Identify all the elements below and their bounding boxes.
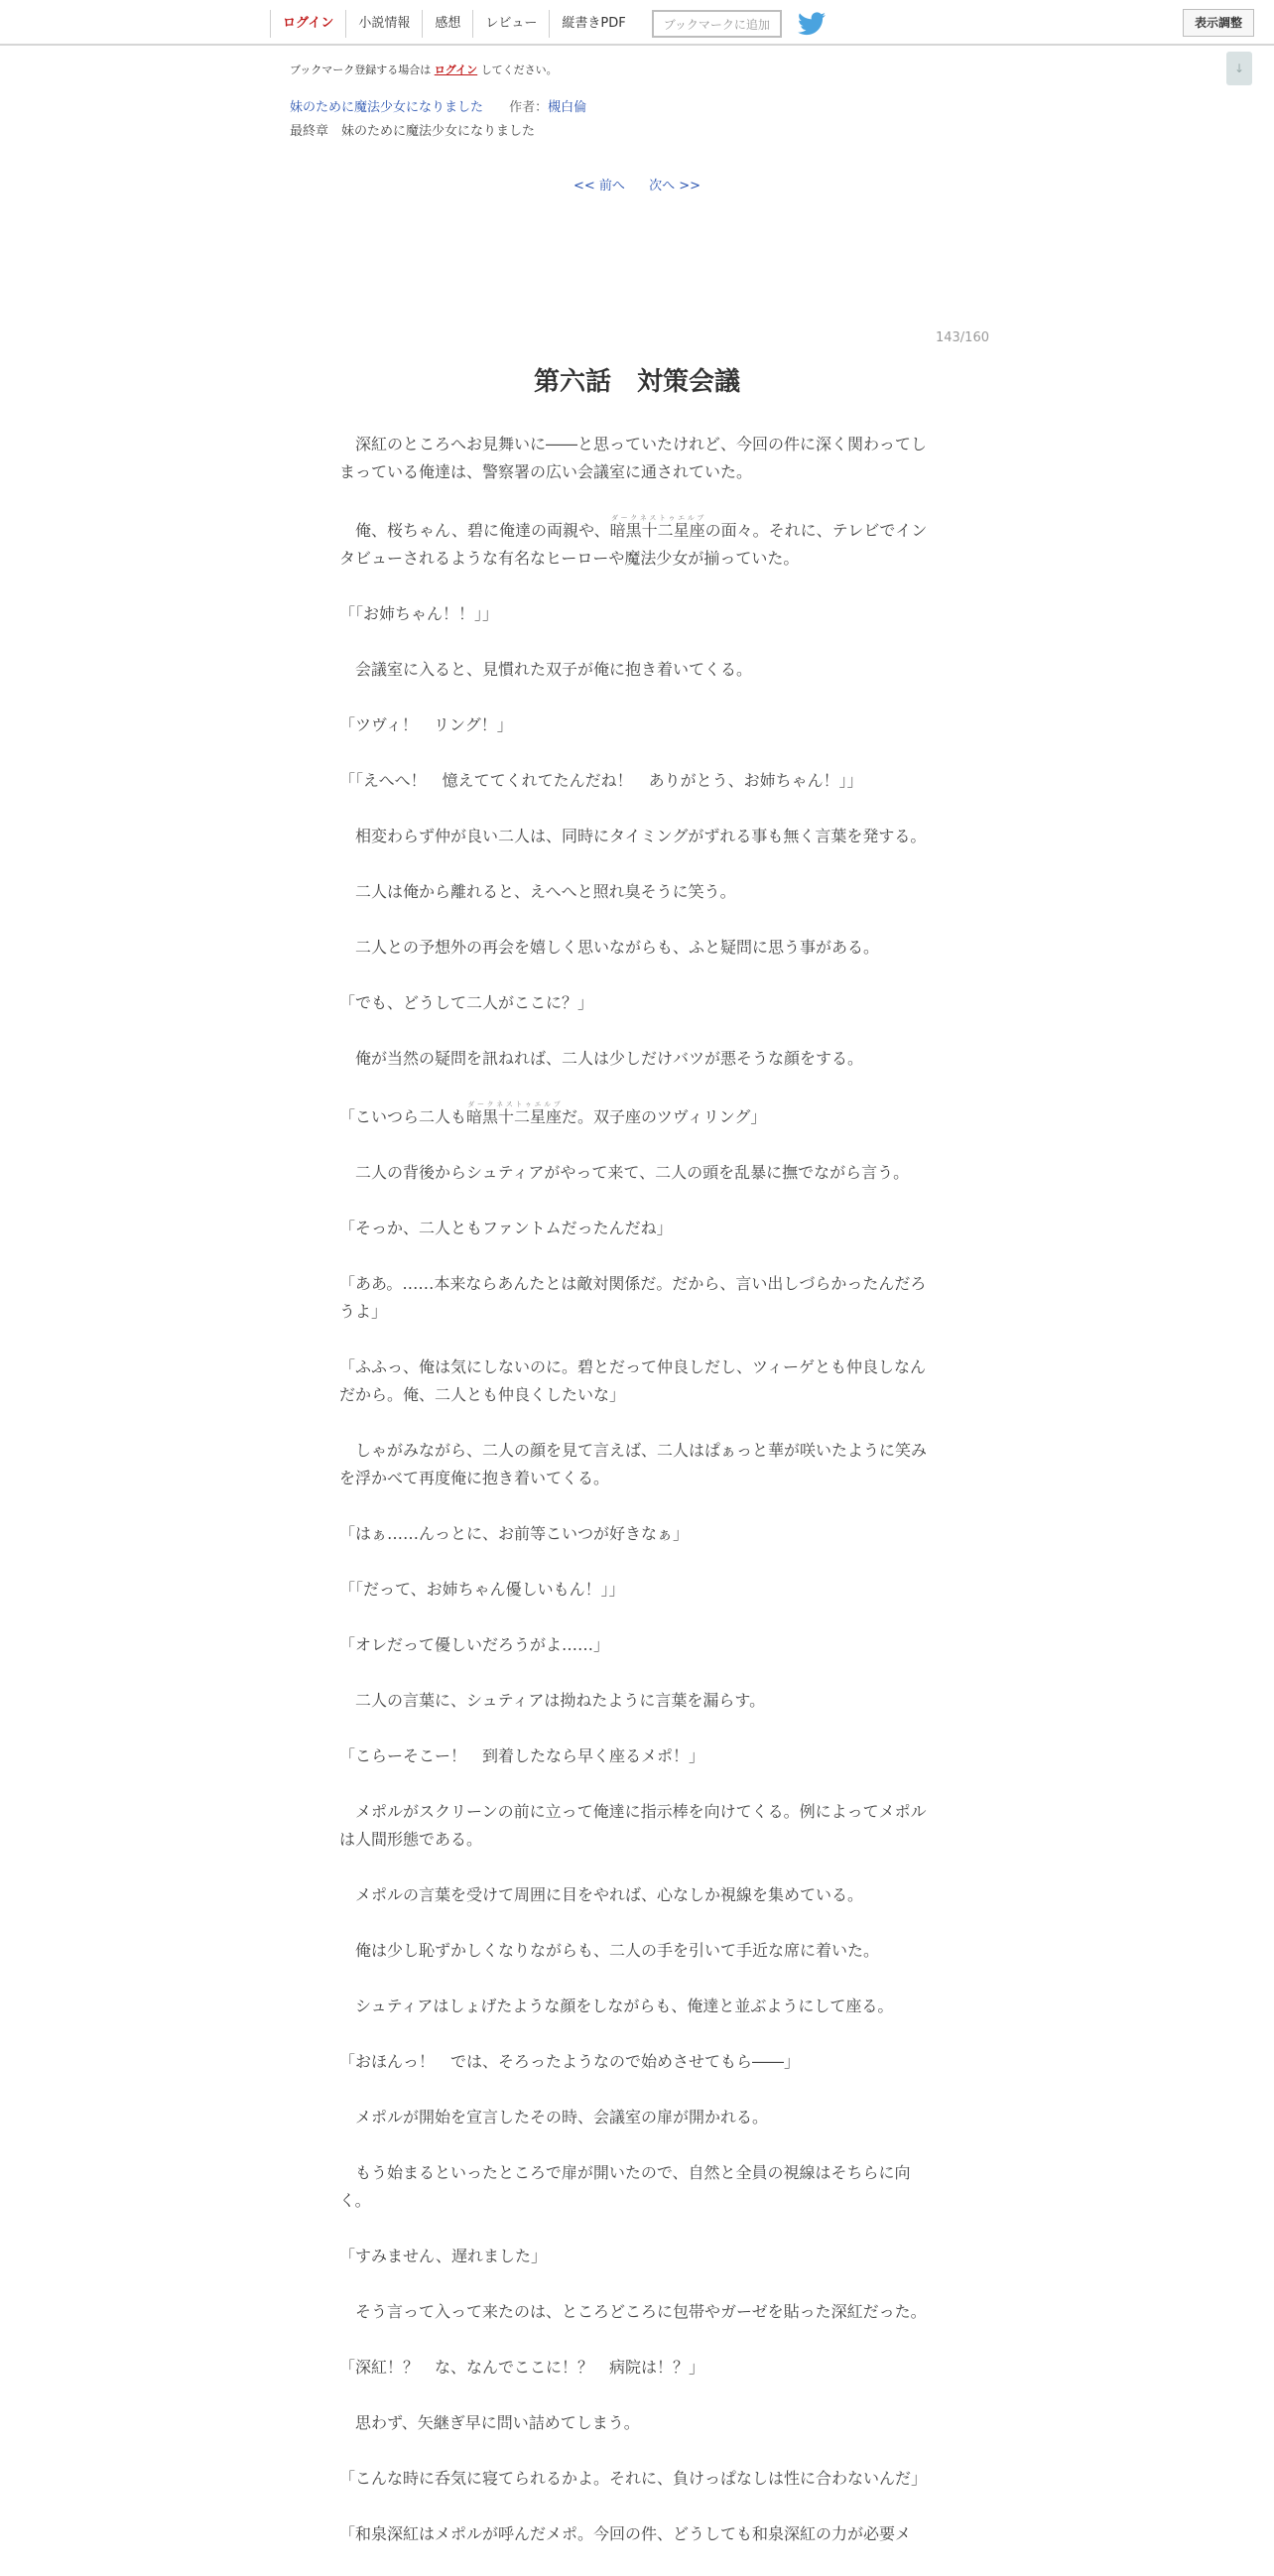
novel-title-link[interactable]: 妹のために魔法少女になりました [290, 100, 484, 115]
paragraph: 深紅のところへお見舞いに――と思っていたけれど、今回の件に深く関わってしまっている俺達は、警察署の広い会議室に通されていた。 [339, 435, 927, 481]
paragraph: 「おほんっ！ では、そろったようなので始めさせてもら――」 [339, 2052, 801, 2071]
paragraph: 「「お姉ちゃん！！」」 [339, 604, 499, 623]
chapter-body [339, 431, 931, 2576]
author-link[interactable]: 槻白倫 [548, 100, 587, 115]
paragraph: メポルが開始を宣言したその時、会議室の扉が開かれる。 [339, 2108, 769, 2126]
next-chapter-link[interactable]: 次へ >> [649, 179, 701, 193]
twitter-bird-icon[interactable] [798, 12, 826, 36]
latest-chapter: 最終章 妹のために魔法少女になりました [290, 124, 536, 139]
display-adjust-button[interactable]: 表示調整 [1183, 9, 1254, 37]
prev-chapter-link[interactable]: << 前へ [573, 179, 625, 193]
paragraph: しゃがみながら、二人の顔を見て言えば、二人はぱぁっと華が咲いたように笑みを浮かべて再度俺に抱き着いてくる。 [339, 1441, 928, 1487]
ruby-term: 暗黒十二星座ダークネストゥエルブ [609, 514, 705, 540]
notice-text-before: ブックマーク登録する場合は [290, 64, 432, 76]
notice-text-after: してください。 [480, 64, 558, 76]
paragraph: 「ツヴィ！ リング！」 [339, 715, 513, 734]
paragraph: 「こんな時に呑気に寝てられるかよ。それに、負けっぱなしは性に合わないんだ」 [339, 2469, 928, 2488]
login-notice [290, 62, 558, 77]
paragraph: 二人との予想外の再会を嬉しく思いながらも、ふと疑問に思う事がある。 [339, 938, 880, 957]
ruby-reading: ダークネストゥエルブ [466, 1100, 563, 1108]
novel-meta [290, 96, 586, 115]
chapter-title: 第六話 対策会議 [533, 367, 740, 397]
paragraph-text: の面々。それに、テレビでインタビューされるような有名なヒーローや魔法少女が揃っていた。 [339, 521, 928, 568]
paragraph: 二人は俺から離れると、えへへと照れ臭そうに笑う。 [339, 882, 736, 901]
paragraph-text: 「こいつら二人も [339, 1107, 467, 1126]
nav-vertical-pdf[interactable]: 縦書きPDF [549, 10, 637, 38]
paragraph: 「でも、どうして二人がここに？」 [339, 993, 594, 1012]
scroll-down-arrow-icon[interactable]: ↓ [1226, 52, 1252, 85]
bookmark-add-button[interactable]: ブックマークに追加 [652, 10, 782, 38]
paragraph: 俺は少し恥ずかしくなりながらも、二人の手を引いて手近な席に着いた。 [339, 1941, 880, 1960]
nav-novel-info[interactable]: 小説情報 [345, 10, 422, 38]
paragraph: 二人の背後からシュティアがやって来て、二人の頭を乱暴に撫でながら言う。 [339, 1163, 910, 1182]
ruby-reading: ダークネストゥエルブ [609, 514, 705, 522]
paragraph: 俺が当然の疑問を訊ねれば、二人は少しだけバツが悪そうな顔をする。 [339, 1049, 864, 1068]
nav-menu [270, 10, 826, 38]
nav-login[interactable]: ログイン [270, 10, 345, 38]
paragraph: 「こらーそこー！ 到着したなら早く座るメポ！」 [339, 1746, 705, 1765]
paragraph: 「ああ。……本来ならあんたとは敵対関係だ。だから、言い出しづらかったんだろうよ」 [339, 1274, 927, 1321]
paragraph [339, 1100, 931, 1131]
paragraph: 「ふふっ、俺は気にしないのに。碧とだって仲良しだし、ツィーゲとも仲良しなんだから。俺、二人とも仲良くしたいな」 [339, 1357, 927, 1404]
paragraph: 「「だって、お姉ちゃん優しいもん！」」 [339, 1580, 625, 1599]
paragraph: 二人の言葉に、シュティアは拗ねたように言葉を漏らす。 [339, 1691, 766, 1710]
paragraph: メポルの言葉を受けて周囲に目をやれば、心なしか視線を集めている。 [339, 1885, 864, 1904]
author-label: 作者： [509, 100, 549, 115]
notice-login-link[interactable]: ログイン [434, 64, 478, 76]
paragraph: 「オレだって優しいだろうがよ……」 [339, 1635, 610, 1654]
paragraph-text: だ。双子座のツヴィリング」 [562, 1107, 767, 1126]
chapter-counter: 143/160 [935, 330, 989, 345]
paragraph: 会議室に入ると、見慣れた双子が俺に抱き着いてくる。 [339, 660, 753, 679]
paragraph: そう言って入って来たのは、ところどころに包帯やガーゼを貼った深紅だった。 [339, 2302, 927, 2321]
paragraph: 相変わらず仲が良い二人は、同時にタイミングがずれる事も無く言葉を発する。 [339, 827, 927, 845]
paragraph: 「そっか、二人ともファントムだったんだね」 [339, 1219, 673, 1237]
paragraph: 「和泉深紅はメポルが呼んだメポ。今回の件、どうしても和泉深紅の力が必要メ [339, 2524, 912, 2543]
paragraph [339, 514, 931, 573]
ruby-term: 暗黒十二星座ダークネストゥエルブ [466, 1100, 563, 1126]
paragraph: メポルがスクリーンの前に立って俺達に指示棒を向けてくる。例によってメポルは人間形態である。 [339, 1802, 927, 1849]
nav-review[interactable]: レビュー [472, 10, 549, 38]
paragraph: 「「えへへ！ 憶えててくれてたんだね！ ありがとう、お姉ちゃん！」」 [339, 771, 863, 790]
paragraph: 「深紅！？ な、なんでここに！？ 病院は！？」 [339, 2358, 705, 2377]
chapter-pager [0, 175, 1274, 193]
paragraph: シュティアはしょげたような顔をしながらも、俺達と並ぶようにして座る。 [339, 1996, 894, 2015]
paragraph: 思わず、矢継ぎ早に問い詰めてしまう。 [339, 2413, 640, 2432]
paragraph: 「はぁ……んっとに、お前等こいつが好きなぁ」 [339, 1524, 690, 1543]
nav-impressions[interactable]: 感想 [422, 10, 472, 38]
paragraph: 「すみません、遅れました」 [339, 2247, 547, 2265]
paragraph-text: 俺、桜ちゃん、碧に俺達の両親や、 [339, 521, 610, 540]
paragraph: もう始まるといったところで扉が開いたので、自然と全員の視線はそちらに向く。 [339, 2163, 911, 2210]
top-nav-bar [0, 0, 1274, 46]
